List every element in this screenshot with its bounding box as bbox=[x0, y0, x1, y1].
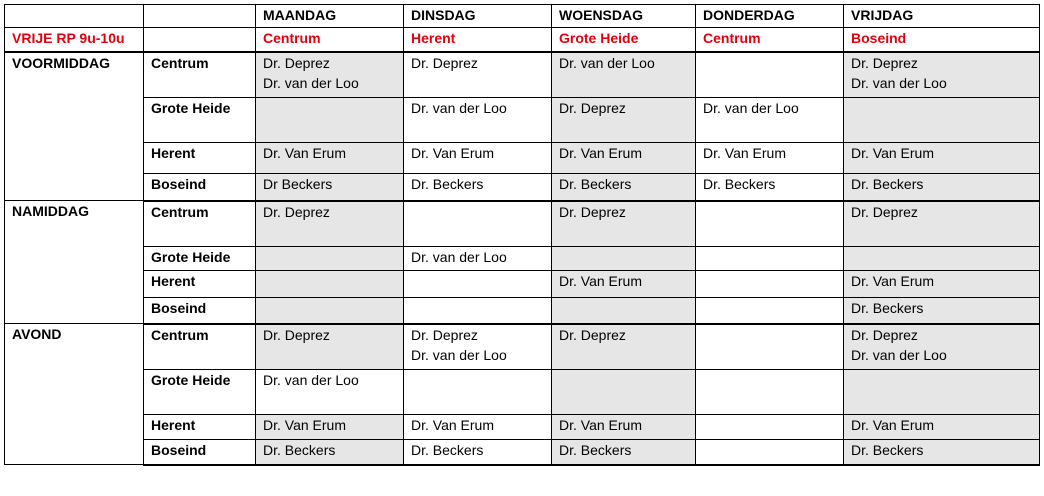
location-label: Herent bbox=[144, 415, 256, 440]
schedule-cell bbox=[256, 201, 404, 247]
schedule-cell bbox=[256, 98, 404, 143]
schedule-cell bbox=[256, 415, 404, 440]
schedule-row bbox=[5, 143, 1040, 174]
schedule-cell bbox=[404, 98, 552, 143]
schedule-cell bbox=[696, 415, 844, 440]
schedule-cell bbox=[552, 324, 696, 370]
schedule-cell bbox=[844, 440, 1040, 465]
doctor-name: Dr. Deprez bbox=[851, 326, 918, 343]
location-label: Boseind bbox=[144, 440, 256, 465]
schedule-cell bbox=[844, 174, 1040, 201]
schedule-cell bbox=[696, 174, 844, 201]
schedule-cell bbox=[552, 174, 696, 201]
schedule-cell bbox=[552, 143, 696, 174]
location-label: Herent bbox=[144, 143, 256, 174]
location-label: Herent bbox=[144, 271, 256, 298]
schedule-row bbox=[5, 298, 1040, 324]
schedule-cell bbox=[696, 143, 844, 174]
empty-cell bbox=[144, 28, 256, 52]
doctor-name: Dr. Deprez bbox=[411, 54, 478, 71]
schedule-cell bbox=[696, 271, 844, 298]
schedule-row bbox=[5, 201, 1040, 247]
doctor-name: Dr Beckers bbox=[263, 176, 333, 192]
schedule-cell bbox=[552, 98, 696, 143]
free-consult-row bbox=[5, 28, 1040, 52]
doctor-name: Dr. Deprez bbox=[851, 54, 918, 71]
schedule-cell bbox=[404, 370, 552, 415]
doctor-name: Dr. van der Loo bbox=[411, 100, 507, 116]
schedule-cell bbox=[552, 247, 696, 271]
schedule-cell bbox=[696, 247, 844, 271]
location-label: Centrum bbox=[144, 201, 256, 247]
schedule-cell bbox=[844, 370, 1040, 415]
schedule-row bbox=[5, 247, 1040, 271]
schedule-cell bbox=[404, 174, 552, 201]
schedule-cell bbox=[256, 247, 404, 271]
day-header: DINSDAG bbox=[404, 5, 552, 28]
schedule-cell bbox=[552, 370, 696, 415]
doctor-name: Dr. Beckers bbox=[851, 300, 924, 316]
doctor-name: Dr. van der Loo bbox=[851, 346, 947, 363]
free-consult-location: Centrum bbox=[256, 28, 404, 52]
schedule-cell bbox=[552, 440, 696, 465]
schedule-table bbox=[4, 4, 1040, 466]
location-label: Grote Heide bbox=[144, 247, 256, 271]
free-consult-location: Herent bbox=[404, 28, 552, 52]
doctor-name: Dr. Deprez bbox=[263, 203, 330, 220]
corner-cell bbox=[144, 5, 256, 28]
schedule-row bbox=[5, 174, 1040, 201]
schedule-cell bbox=[404, 440, 552, 465]
doctor-name: Dr. Deprez bbox=[411, 326, 478, 343]
schedule-cell bbox=[552, 52, 696, 98]
schedule-cell bbox=[256, 440, 404, 465]
schedule-cell bbox=[552, 201, 696, 247]
doctor-name: Dr. Beckers bbox=[411, 442, 484, 458]
doctor-name: Dr. Deprez bbox=[559, 203, 626, 220]
schedule-cell bbox=[256, 174, 404, 201]
schedule-cell bbox=[404, 271, 552, 298]
schedule-row bbox=[5, 52, 1040, 98]
period-label: VOORMIDDAG bbox=[5, 52, 144, 201]
schedule-cell bbox=[844, 247, 1040, 271]
doctor-name: Dr. van der Loo bbox=[411, 346, 507, 363]
doctor-name: Dr. Deprez bbox=[263, 54, 330, 71]
doctor-name: Dr. van der Loo bbox=[411, 249, 507, 265]
doctor-name: Dr. Van Erum bbox=[559, 417, 642, 433]
schedule-cell bbox=[404, 201, 552, 247]
doctor-name: Dr. Beckers bbox=[703, 176, 776, 192]
free-consult-location: Grote Heide bbox=[552, 28, 696, 52]
schedule-row bbox=[5, 370, 1040, 415]
doctor-name: Dr. Beckers bbox=[851, 176, 924, 192]
schedule-row bbox=[5, 324, 1040, 370]
schedule-row bbox=[5, 415, 1040, 440]
day-header: DONDERDAG bbox=[696, 5, 844, 28]
doctor-name: Dr. Beckers bbox=[263, 442, 336, 458]
schedule-cell bbox=[696, 440, 844, 465]
doctor-name: Dr. Van Erum bbox=[411, 417, 494, 433]
location-label: Centrum bbox=[144, 324, 256, 370]
doctor-name: Dr. Deprez bbox=[559, 100, 626, 116]
schedule-cell bbox=[844, 201, 1040, 247]
schedule-cell bbox=[256, 271, 404, 298]
schedule-cell bbox=[696, 98, 844, 143]
doctor-name: Dr. Van Erum bbox=[851, 145, 934, 161]
doctor-name: Dr. van der Loo bbox=[263, 74, 359, 91]
schedule-row bbox=[5, 440, 1040, 465]
schedule-cell bbox=[696, 298, 844, 324]
schedule-cell bbox=[844, 415, 1040, 440]
doctor-name: Dr. Beckers bbox=[559, 442, 632, 458]
doctor-name: Dr. Deprez bbox=[559, 326, 626, 343]
schedule-cell bbox=[844, 298, 1040, 324]
doctor-name: Dr. van der Loo bbox=[851, 74, 947, 91]
day-header: WOENSDAG bbox=[552, 5, 696, 28]
schedule-row bbox=[5, 98, 1040, 143]
schedule-cell bbox=[404, 298, 552, 324]
period-label: NAMIDDAG bbox=[5, 201, 144, 324]
schedule-cell bbox=[256, 370, 404, 415]
schedule-cell bbox=[256, 298, 404, 324]
period-label: AVOND bbox=[5, 324, 144, 465]
free-consult-location: Boseind bbox=[844, 28, 1040, 52]
schedule-cell bbox=[844, 143, 1040, 174]
doctor-name: Dr. Van Erum bbox=[559, 273, 642, 289]
doctor-name: Dr. Van Erum bbox=[263, 417, 346, 433]
schedule-cell bbox=[844, 52, 1040, 98]
doctor-name: Dr. Van Erum bbox=[703, 145, 786, 161]
schedule-cell bbox=[256, 324, 404, 370]
schedule-cell bbox=[696, 201, 844, 247]
doctor-name: Dr. Van Erum bbox=[559, 145, 642, 161]
corner-cell bbox=[5, 5, 144, 28]
location-label: Boseind bbox=[144, 298, 256, 324]
header-row bbox=[5, 5, 1040, 28]
schedule-cell bbox=[552, 271, 696, 298]
schedule-cell bbox=[404, 247, 552, 271]
day-header: VRIJDAG bbox=[844, 5, 1040, 28]
location-label: Grote Heide bbox=[144, 98, 256, 143]
doctor-name: Dr. Beckers bbox=[411, 176, 484, 192]
schedule-cell bbox=[552, 415, 696, 440]
doctor-name: Dr. Van Erum bbox=[851, 273, 934, 289]
doctor-name: Dr. van der Loo bbox=[559, 54, 655, 71]
day-header: MAANDAG bbox=[256, 5, 404, 28]
doctor-name: Dr. Van Erum bbox=[411, 145, 494, 161]
schedule-cell bbox=[256, 143, 404, 174]
schedule-cell bbox=[696, 52, 844, 98]
location-label: Centrum bbox=[144, 52, 256, 98]
schedule-cell bbox=[696, 324, 844, 370]
schedule-cell bbox=[696, 370, 844, 415]
doctor-name: Dr. Beckers bbox=[851, 442, 924, 458]
location-label: Grote Heide bbox=[144, 370, 256, 415]
doctor-name: Dr. van der Loo bbox=[263, 372, 359, 388]
free-consult-location: Centrum bbox=[696, 28, 844, 52]
schedule-cell bbox=[404, 52, 552, 98]
doctor-name: Dr. Van Erum bbox=[851, 417, 934, 433]
schedule-cell bbox=[844, 98, 1040, 143]
free-consult-label: VRIJE RP 9u-10u bbox=[5, 28, 144, 52]
doctor-name: Dr. Van Erum bbox=[263, 145, 346, 161]
doctor-name: Dr. Beckers bbox=[559, 176, 632, 192]
schedule-cell bbox=[844, 271, 1040, 298]
schedule-cell bbox=[404, 143, 552, 174]
schedule-row bbox=[5, 271, 1040, 298]
doctor-name: Dr. van der Loo bbox=[703, 100, 799, 116]
schedule-cell bbox=[404, 324, 552, 370]
schedule-cell bbox=[844, 324, 1040, 370]
doctor-name: Dr. Deprez bbox=[851, 203, 918, 220]
doctor-name: Dr. Deprez bbox=[263, 326, 330, 343]
schedule-cell bbox=[552, 298, 696, 324]
location-label: Boseind bbox=[144, 174, 256, 201]
schedule-cell bbox=[404, 415, 552, 440]
schedule-cell bbox=[256, 52, 404, 98]
